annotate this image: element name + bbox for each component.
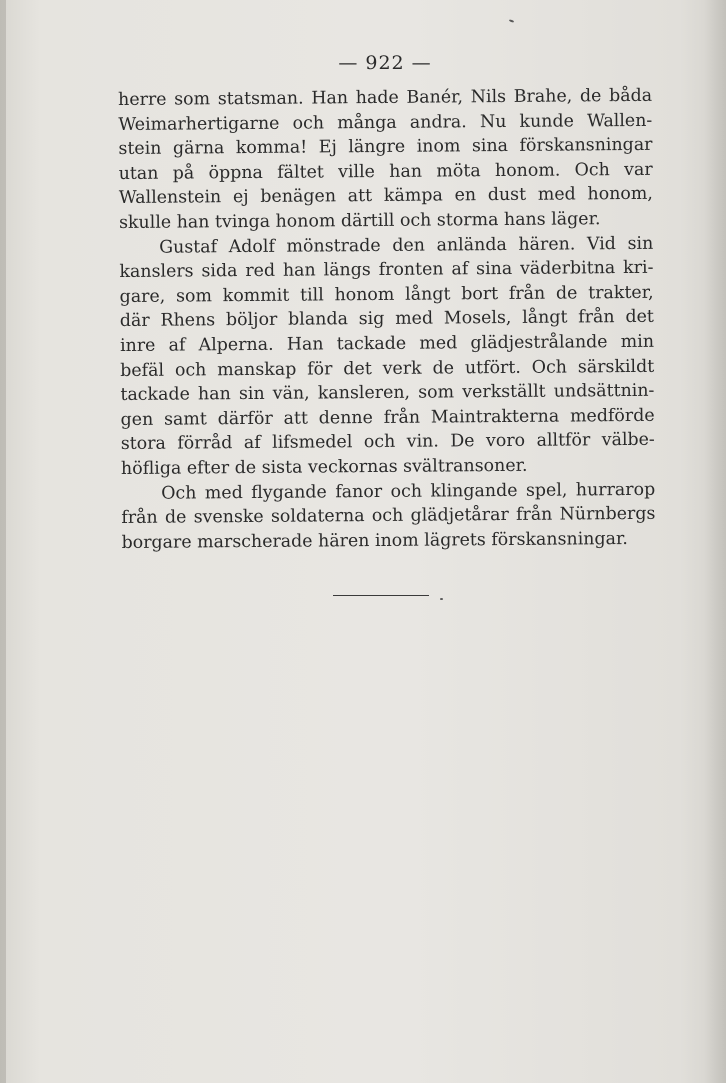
print-speck (440, 598, 443, 600)
text-line: Och med flygande fanor och klingande spel, hurrarop (161, 479, 656, 504)
text-line: Gustaf Adolf mönstrade den anlända hären. Vid sin (159, 233, 654, 258)
body-text (118, 84, 656, 555)
text-line: gare, som kommit till honom långt bort från de trakter, (119, 282, 654, 307)
section-divider (333, 595, 429, 596)
text-line: stein gärna komma! Ej längre inom sina förskansningar (118, 134, 653, 160)
page-right-edge (704, 0, 726, 1083)
text-line: skulle han tvinga honom därtill och storma hans läger. (118, 209, 601, 233)
print-speck (509, 19, 514, 23)
text-line: herre som statsman. Han hade Banér, Nils Brahe, de båda (118, 85, 653, 110)
text-line: kanslers sida red han längs fronten af sina väderbitna kri- (119, 257, 654, 283)
page-number: — 922 — (338, 52, 432, 74)
text-line: befäl och manskap för det verk de utfört. Och särskildt (120, 356, 655, 381)
text-line: stora förråd af lifsmedel och vin. De voro alltför välbe- (120, 430, 655, 455)
text-line: borgare marscherade hären inom lägrets förskansningar. (121, 528, 628, 553)
text-line: från de svenske soldaterna och glädjetårar från Nürnbergs (121, 503, 656, 529)
text-line: höfliga efter de sista veckornas svältransoner. (120, 455, 528, 479)
page-left-edge (0, 0, 6, 1083)
text-line: Weimarhertigarne och många andra. Nu kunde Wallen- (118, 110, 653, 135)
text-line: där Rhens böljor blanda sig med Mosels, långt från det (119, 307, 654, 332)
text-line: utan på öppna fältet ville han möta honom. Och var (118, 159, 653, 184)
text-line: inre af Alperna. Han tackade med glädjestrålande min (119, 331, 655, 356)
text-line: tackade han sin vän, kansleren, som verkställt undsättnin- (120, 380, 655, 406)
text-line: Wallenstein ej benägen att kämpa en dust med honom, (118, 184, 653, 209)
text-line: gen samt därför att denne från Maintrakterna medförde (120, 405, 655, 430)
